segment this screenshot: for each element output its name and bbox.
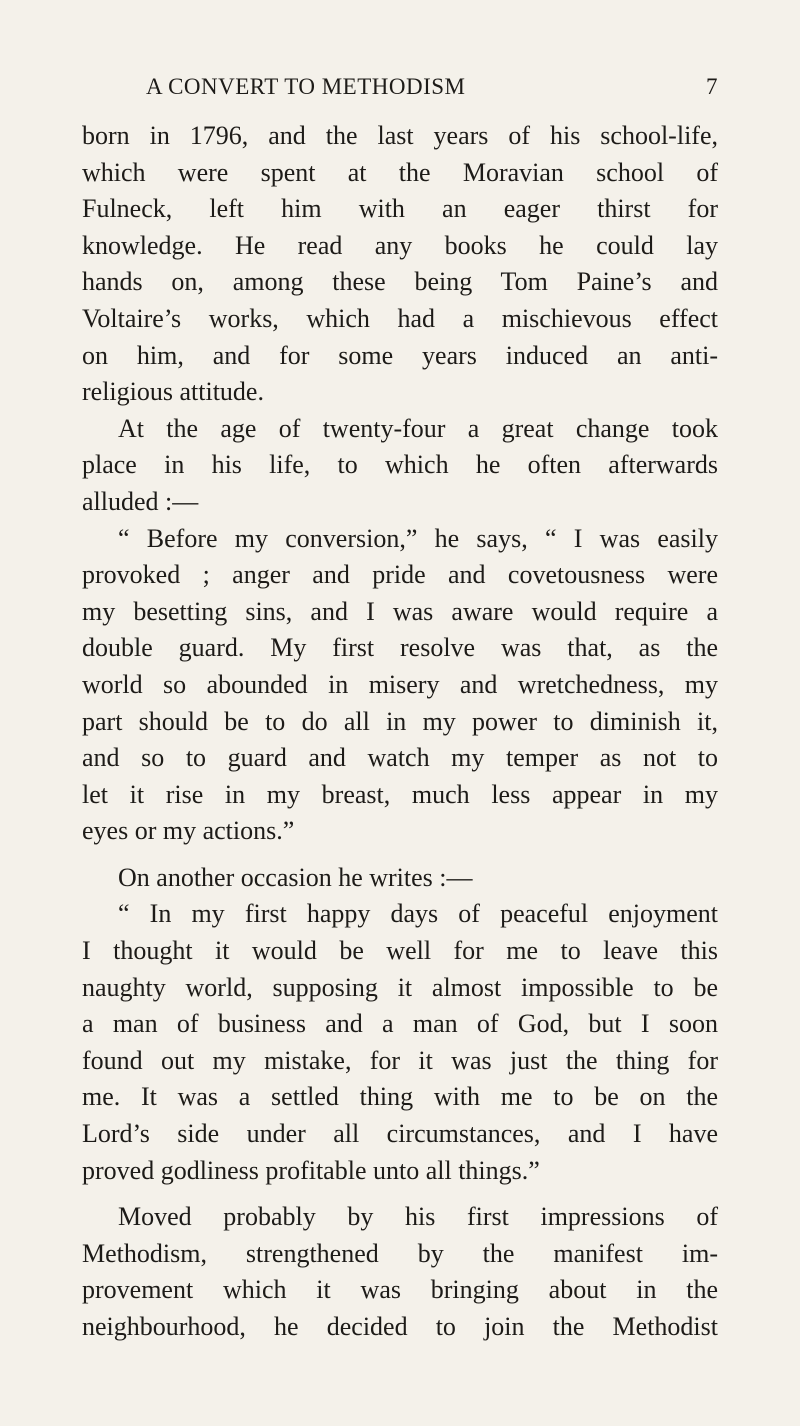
- text-line: hands on, among these being Tom Paine’s and: [82, 267, 718, 297]
- text-line: a man of business and a man of God, but I soon: [82, 1009, 718, 1039]
- text-line: found out my mistake, for it was just the thing for: [82, 1045, 718, 1075]
- text-line: Fulneck, left him with an eager thirst for: [82, 194, 718, 224]
- text-line: world so abounded in misery and wretchedness, my: [82, 669, 718, 699]
- quotation-paragraph: [82, 521, 718, 850]
- page-number: 7: [706, 74, 718, 99]
- paragraph-gap: [82, 1189, 718, 1199]
- text-line: Lord’s side under all circumstances, and I have: [82, 1119, 718, 1149]
- text-line: neighbourhood, he decided to join the Methodist: [82, 1312, 718, 1341]
- text-line: Methodism, strengthened by the manifest im-: [82, 1238, 718, 1268]
- text-line: proved godliness profitable unto all things.”: [82, 1155, 540, 1185]
- text-line: alluded :—: [82, 486, 199, 516]
- text-line: “ In my first happy days of peaceful enjoyment: [118, 899, 718, 929]
- body-text: [82, 118, 718, 1346]
- paragraph: [82, 118, 718, 411]
- text-line: provement which it was bringing about in the: [82, 1275, 718, 1305]
- text-line: religious attitude.: [82, 377, 264, 407]
- text-line: knowledge. He read any books he could lay: [82, 230, 718, 260]
- text-line: I thought it would be well for me to leave this: [82, 936, 718, 966]
- paragraph: [82, 1199, 718, 1345]
- text-line: on him, and for some years induced an anti-: [82, 340, 718, 370]
- running-head: [146, 74, 718, 104]
- text-line: provoked ; anger and pride and covetousness were: [82, 560, 718, 590]
- text-line: place in his life, to which he often afterwards: [82, 450, 718, 480]
- text-line: At the age of twenty-four a great change took: [118, 413, 718, 443]
- paragraph-gap: [82, 850, 718, 860]
- text-line: double guard. My first resolve was that, as the: [82, 633, 718, 663]
- text-line: eyes or my actions.”: [82, 816, 295, 846]
- text-line: let it rise in my breast, much less appear in my: [82, 779, 718, 809]
- running-head-title: A CONVERT TO METHODISM: [146, 74, 466, 99]
- quotation-paragraph: [82, 896, 718, 1189]
- text-line: and so to guard and watch my temper as not to: [82, 743, 718, 773]
- text-line: “ Before my conversion,” he says, “ I was easily: [118, 523, 718, 553]
- paragraph: [82, 860, 718, 897]
- text-line: part should be to do all in my power to diminish it,: [82, 706, 718, 736]
- paragraph: [82, 411, 718, 521]
- text-line: Moved probably by his first impressions of: [118, 1202, 718, 1232]
- text-line: which were spent at the Moravian school of: [82, 157, 718, 187]
- text-line: Voltaire’s works, which had a mischievous effect: [82, 303, 718, 333]
- text-line: naughty world, supposing it almost impossible to be: [82, 972, 718, 1002]
- text-line: born in 1796, and the last years of his school-life,: [82, 121, 718, 150]
- text-line: me. It was a settled thing with me to be on the: [82, 1082, 718, 1112]
- text-line: my besetting sins, and I was aware would require a: [82, 596, 718, 626]
- text-line: On another occasion he writes :—: [118, 862, 473, 892]
